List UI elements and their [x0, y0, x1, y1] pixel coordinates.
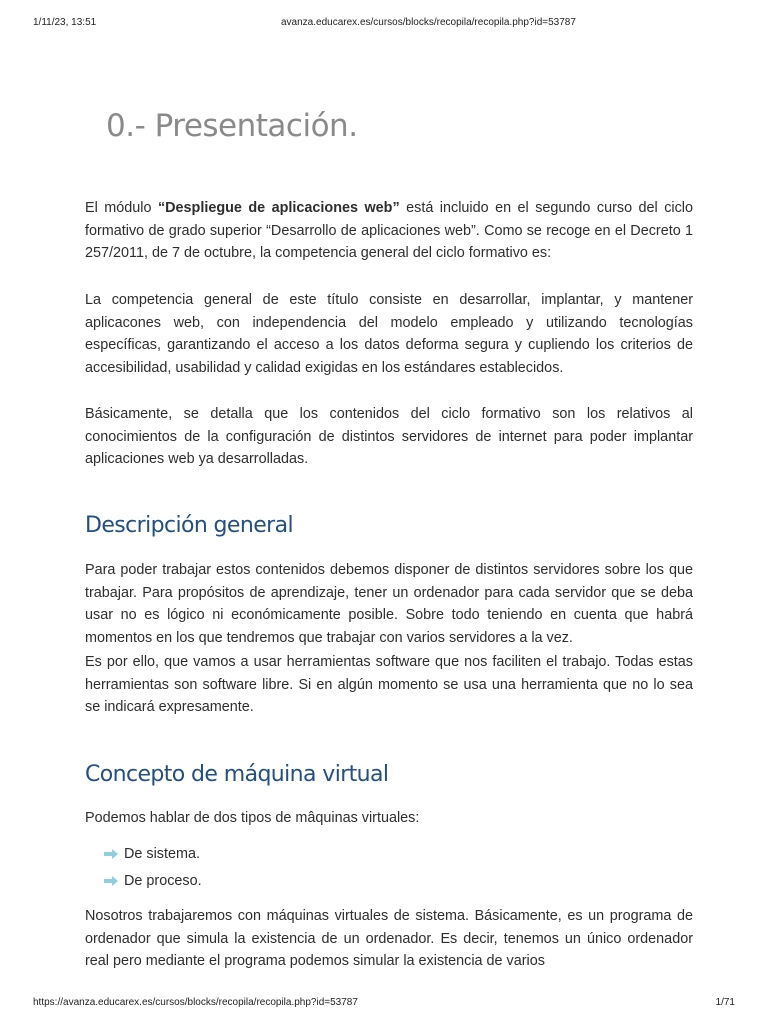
intro-paragraph-3	[85, 403, 693, 471]
list-item-label: De sistema.	[124, 845, 200, 862]
concepto-intro	[85, 807, 693, 830]
page-title: 0.- Presentación.	[106, 108, 358, 144]
print-url-header: avanza.educarex.es/cursos/blocks/recopila/recopila.php?id=53787	[281, 17, 576, 28]
concepto-intro-text: Podemos hablar de dos tipos de mâquinas virtuales:	[85, 810, 420, 826]
concepto-paragraph	[85, 905, 693, 973]
page-number: 1/71	[715, 997, 735, 1008]
intro-text-start: El módulo	[85, 200, 158, 216]
module-name: “Despliegue de aplicaciones web”	[157, 200, 400, 216]
descripcion-paragraph-1	[85, 559, 693, 649]
intro-paragraph-1	[85, 197, 693, 265]
print-datetime: 1/11/23, 13:51	[33, 17, 97, 28]
list-item	[104, 867, 202, 894]
heading-concepto-maquina-virtual: Concepto de máquina virtual	[85, 762, 389, 787]
competencia-text: La competencia general de este título consiste en desarrollar, implantar, y mantener aplicacones web, con independencia del modelo empleado y utilizando tecnologías específicas, garantizando el acceso a los datos deforma segura y cupliendo los criterios de accesibilidad, usabilidad y calidad exigidas en los estándares establecidos.	[85, 292, 693, 376]
print-url-footer: https://avanza.educarex.es/cursos/blocks/recopila/recopila.php?id=53787	[33, 997, 358, 1008]
concepto-text: Nosotros trabajaremos con máquinas virtuales de sistema. Básicamente, es un programa de ordenador que simula la existencia de un ordenador. Es decir, tenemos un único ordenador real pero mediante el programa podemos simular la existencia de varios	[85, 908, 693, 969]
descripcion-paragraph-2	[85, 651, 693, 719]
heading-descripcion-general: Descripción general	[85, 513, 293, 538]
basicamente-text: Básicamente, se detalla que los contenidos del ciclo formativo son los relativos al conocimientos de la configuración de distintos servidores de internet para poder implantar aplicaciones web ya desarrolladas.	[85, 406, 693, 467]
descripcion-text-2: Es por ello, que vamos a usar herramientas software que nos faciliten el trabajo. Todas estas herramientas son software libre. Si en algún momento se usa una herramienta que no lo sea se indicará expresamente.	[85, 654, 693, 715]
arrow-right-icon	[104, 849, 118, 859]
descripcion-text-1: Para poder trabajar estos contenidos debemos disponer de distintos servidores sobre los que trabajar. Para propósitos de aprendizaje, tener un ordenador para cada servidor que se deba usar no es lógico ni económicamente posible. Sobre todo teniendo en cuenta que habrá momentos en los que tendremos que trabajar con varios servidores a la vez.	[85, 562, 693, 646]
intro-paragraph-2	[85, 289, 693, 379]
vm-types-list	[104, 840, 202, 894]
arrow-right-icon	[104, 876, 118, 886]
intro-text-end: está incluido en el segundo curso del ciclo formativo de grado superior “Desarrollo de aplicaciones web”. Como se recoge en el Decreto 1 257/2011, de 7 de octubre, la competencia general del ciclo formativo es:	[85, 200, 694, 261]
list-item-label: De proceso.	[124, 872, 202, 889]
list-item	[104, 840, 202, 867]
